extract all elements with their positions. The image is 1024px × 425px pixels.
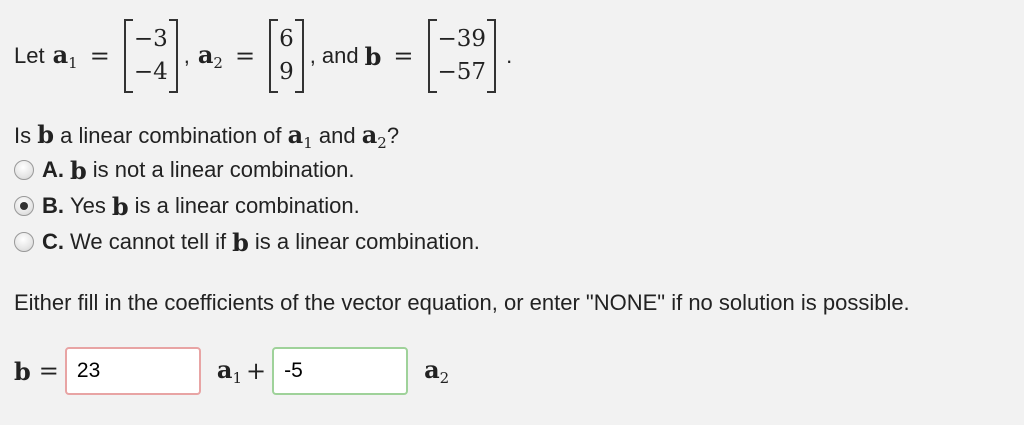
option-a[interactable]: A. b is not a linear combination. (14, 152, 480, 188)
comma: , (183, 43, 190, 68)
a1-symbol: $a_1$ (52, 40, 78, 72)
b-entry-2: −57 (437, 59, 487, 85)
option-b[interactable]: B. Yes b is a linear combination. (14, 188, 480, 224)
b-symbol: b (364, 41, 382, 71)
a2-symbol: $a_2$ (361, 120, 387, 152)
equals-sign: = (38, 357, 59, 385)
a1-entry-1: −3 (133, 26, 168, 52)
b-symbol: b (111, 191, 129, 221)
a1-symbol: $a_1$ (287, 120, 313, 152)
plus-sign: + (246, 357, 267, 385)
a2-symbol: $a_2$ (424, 355, 450, 387)
period: . (506, 43, 513, 68)
b-entry-1: −39 (437, 26, 487, 52)
a1-vector (124, 19, 178, 93)
a2-symbol: $a_2$ (197, 40, 223, 72)
and-label: , and (309, 43, 359, 68)
b-symbol: b (70, 155, 87, 185)
coefficient-2-input[interactable] (272, 347, 408, 395)
vector-equation (14, 345, 449, 397)
question-text: Is b a linear combination of $a_1$ and $a_2$? (14, 120, 400, 152)
a2-entry-1: 6 (279, 26, 294, 52)
b-symbol: b (232, 227, 249, 257)
equals-sign: = (393, 42, 414, 70)
b-symbol: b (14, 356, 31, 386)
let-label: Let (14, 43, 45, 68)
a2-vector (269, 19, 304, 93)
option-a-radio[interactable] (14, 160, 34, 180)
a2-entry-2: 9 (279, 59, 294, 85)
option-c[interactable]: C. We cannot tell if b is a linear combination. (14, 224, 480, 260)
instruction-text: Either fill in the coefficients of the vector equation, or enter "NONE" if no solution is possible. (14, 290, 910, 315)
equals-sign: = (89, 42, 110, 70)
coefficient-1-input[interactable] (65, 347, 201, 395)
b-symbol: b (37, 120, 55, 149)
b-vector (428, 19, 497, 93)
equals-sign: = (234, 42, 256, 70)
option-c-radio[interactable] (14, 232, 34, 252)
a1-entry-2: −4 (133, 59, 168, 85)
vector-definitions (14, 16, 512, 96)
answer-options (14, 152, 480, 260)
a1-symbol: $a_1$ (216, 355, 242, 387)
option-b-radio[interactable] (14, 196, 34, 216)
